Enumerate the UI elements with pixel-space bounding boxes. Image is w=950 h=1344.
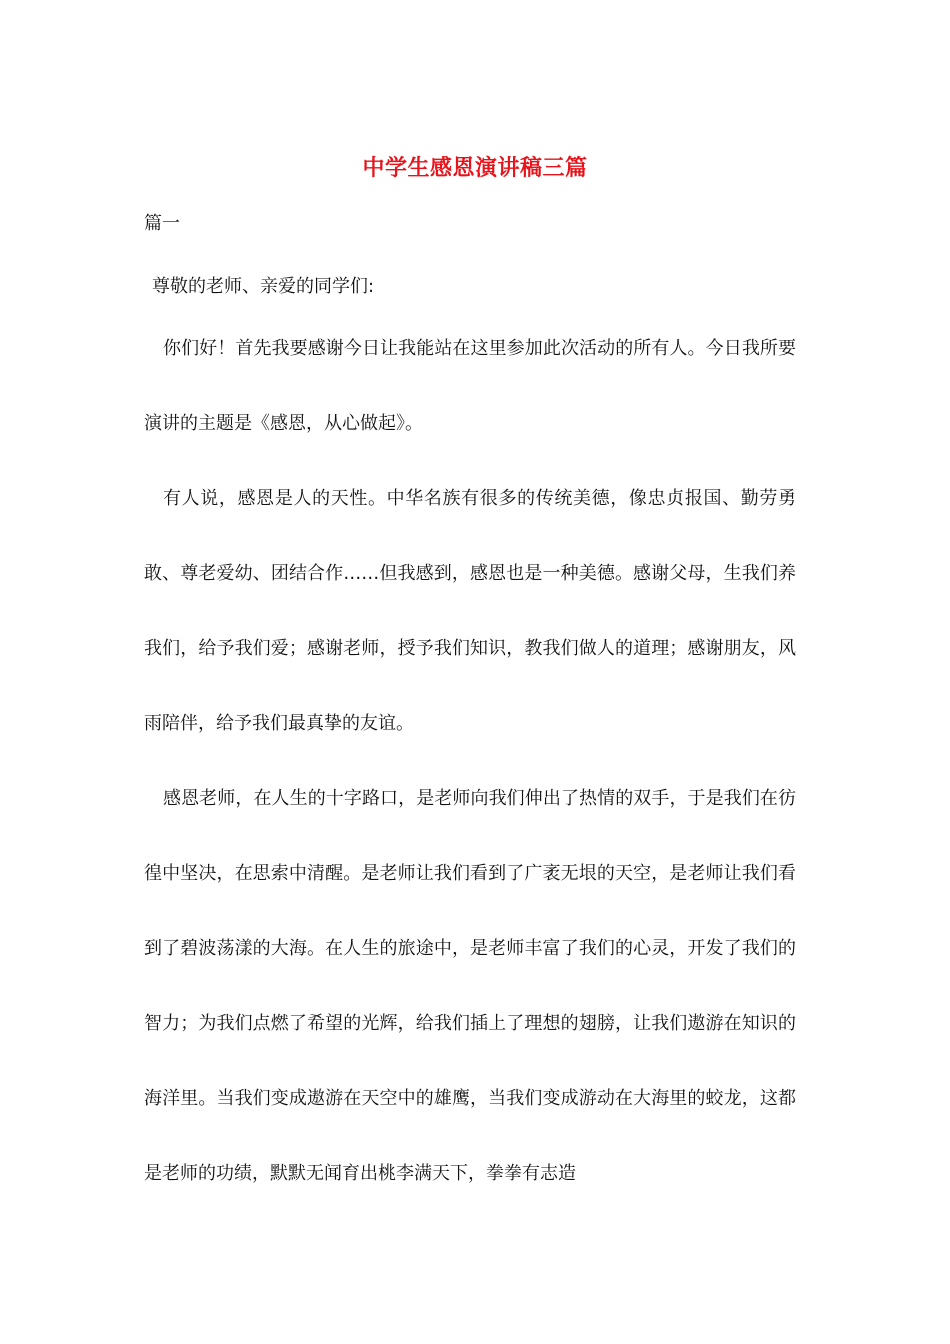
paragraph-gratitude-nature: 有人说，感恩是人的天性。中华名族有很多的传统美德，像忠贞报国、勤劳勇敢、尊老爱幼、团结合作……但我感到，感恩也是一种美德。感谢父母，生我们养我们，给予我们爱；感谢老师，授予我们知识，教我们做人的道理；感谢朋友，风雨陪伴，给予我们最真挚的友谊。: [144, 488, 796, 734]
paragraph-gratitude-teachers: 感恩老师，在人生的十字路口，是老师向我们伸出了热情的双手，于是我们在彷徨中坚决，在思索中清醒。是老师让我们看到了广袤无垠的天空，是老师让我们看到了碧波荡漾的大海。在人生的旅途中，是老师丰富了我们的心灵，开发了我们的智力；为我们点燃了希望的光辉，给我们插上了理想的翅膀，让我们遨游在知识的海洋里。当我们变成遨游在天空中的雄鹰，当我们变成游动在大海里的蛟龙，这都是老师的功绩，默默无闻育出桃李满天下，拳拳有志造: [144, 788, 796, 1184]
paragraph-greeting: 你们好！首先我要感谢今日让我能站在这里参加此次活动的所有人。今日我所要演讲的主题是《感恩，从心做起》。: [144, 338, 796, 434]
salutation: 尊敬的老师、亲爱的同学们:: [152, 276, 375, 297]
body-text: [144, 311, 796, 1211]
section-heading: 篇一: [144, 213, 180, 234]
document-title: 中学生感恩演讲稿三篇: [362, 155, 588, 181]
